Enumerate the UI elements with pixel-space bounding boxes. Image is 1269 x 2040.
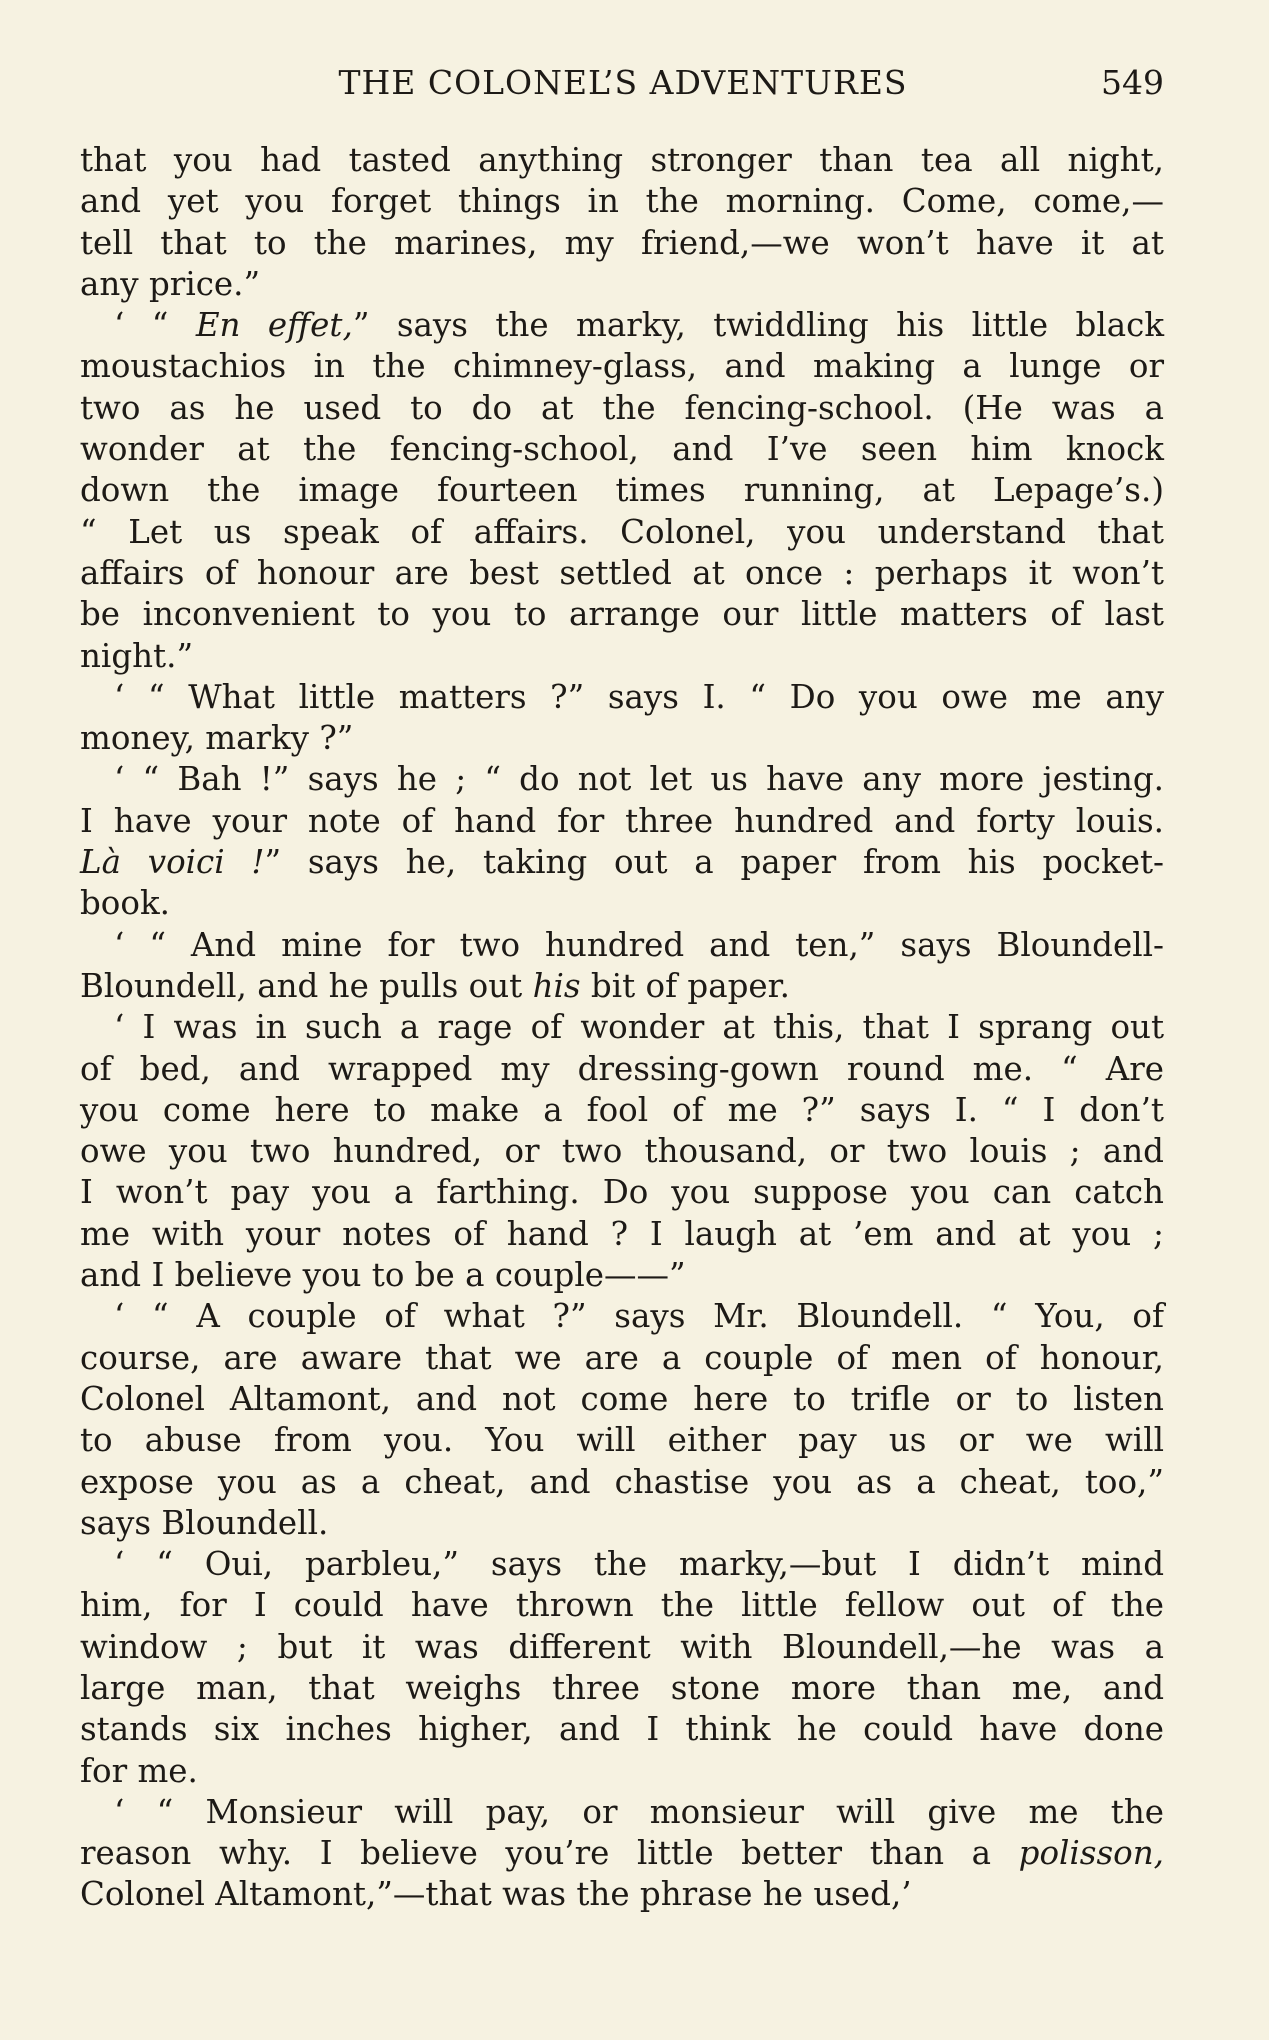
text-run: me with your notes of hand ? I laugh at ’em and at you ; <box>80 1214 1164 1253</box>
text-line <box>80 553 1164 594</box>
text-line <box>80 429 1164 470</box>
text-line <box>80 181 1164 222</box>
text-run: any price.” <box>80 264 261 303</box>
text-run: large man, that weighs three stone more than me, and <box>80 1668 1164 1707</box>
text-line <box>80 1585 1164 1626</box>
paragraph <box>80 1544 1164 1792</box>
text-run: Bloundell, and he pulls out <box>80 966 533 1005</box>
text-run: affairs of honour are best settled at once : perhaps it won’t <box>80 553 1164 592</box>
text-line <box>80 1172 1164 1213</box>
italic-run: En effet, <box>195 306 353 345</box>
text-run: wonder at the fencing-school, and I’ve seen him knock <box>80 430 1164 469</box>
text-line <box>80 1296 1164 1337</box>
text-run: ‘ “ A couple of what ?” says Mr. Bloundell. “ You, of <box>114 1297 1164 1336</box>
text-run: that you had tasted anything stronger than tea all night, <box>80 141 1164 179</box>
text-line <box>80 1462 1164 1503</box>
text-run: of bed, and wrapped my dressing-gown round me. “ Are <box>80 1049 1164 1088</box>
text-run: ‘ “ And mine for two hundred and ten,” says Bloundell- <box>114 925 1164 964</box>
italic-run: Là voici ! <box>80 843 265 882</box>
text-run: money, marky ?” <box>80 719 354 758</box>
text-run: be inconvenient to you to arrange our little matters of last <box>80 595 1164 634</box>
text-line <box>80 1544 1164 1585</box>
text-line <box>80 264 1164 305</box>
text-line <box>80 470 1164 511</box>
text-run: stands six inches higher, and I think he could have done <box>80 1710 1164 1749</box>
text-run: ” says the marky, twiddling his little black <box>352 306 1165 345</box>
text-run: tell that to the marines, my friend,—we won’t have it at <box>80 223 1164 262</box>
text-line <box>80 677 1164 718</box>
text-run: says Bloundell. <box>80 1503 329 1542</box>
text-run: and I believe you to be a couple——” <box>80 1256 686 1295</box>
text-line <box>80 512 1164 553</box>
text-line <box>80 1007 1164 1048</box>
paragraph <box>80 140 1164 305</box>
text-run: window ; but it was different with Bloundell,—he was a <box>80 1627 1164 1666</box>
italic-run: his <box>532 966 581 1005</box>
text-run: I have your note of hand for three hundred and forty louis. <box>80 801 1164 840</box>
text-line <box>80 718 1164 759</box>
paragraph <box>80 759 1164 924</box>
text-line <box>80 1709 1164 1750</box>
text-run: Colonel Altamont,”—that was the phrase he used,’ <box>80 1875 912 1914</box>
text-run: expose you as a cheat, and chastise you as a cheat, too,” <box>80 1462 1164 1501</box>
text-run: bit of paper. <box>580 966 790 1005</box>
text-run: and yet you forget things in the morning. Come, come,— <box>80 182 1164 221</box>
text-line <box>80 966 1164 1007</box>
text-run: ‘ “ Bah !” says he ; “ do not let us have any more jesting. <box>114 760 1164 799</box>
text-run: ‘ “ Oui, parbleu,” says the marky,—but I didn’t mind <box>114 1545 1164 1584</box>
text-run: ‘ “ Monsieur will pay, or monsieur will give me the <box>114 1792 1164 1831</box>
text-run: to abuse from you. You will either pay us or we will <box>80 1421 1164 1460</box>
text-line <box>80 140 1164 181</box>
paragraph <box>80 1792 1164 1916</box>
paragraph <box>80 1296 1164 1544</box>
text-line <box>80 1379 1164 1420</box>
text-line <box>80 1420 1164 1461</box>
text-run: ‘ “ What little matters ?” says I. “ Do you owe me any <box>114 677 1164 716</box>
text-run: I won’t pay you a farthing. Do you suppose you can catch <box>80 1173 1164 1212</box>
text-line <box>80 1131 1164 1172</box>
text-run: “ Let us speak of affairs. Colonel, you understand that <box>80 512 1164 551</box>
text-run: Colonel Altamont, and not come here to trifle or to listen <box>80 1379 1164 1418</box>
text-line <box>80 388 1164 429</box>
text-line <box>80 801 1164 842</box>
text-line <box>80 1627 1164 1668</box>
text-run: course, are aware that we are a couple of men of honour, <box>80 1338 1164 1377</box>
running-head <box>82 58 1164 108</box>
text-line <box>80 759 1164 800</box>
page-number: 549 <box>1101 63 1164 102</box>
text-run: owe you two hundred, or two thousand, or two louis ; and <box>80 1132 1164 1171</box>
text-run: down the image fourteen times running, at Lepage’s.) <box>80 471 1164 510</box>
text-line <box>80 1874 1164 1915</box>
text-line <box>80 1090 1164 1131</box>
text-run: night.” <box>80 636 194 675</box>
text-run: you come here to make a fool of me ?” says I. “ I don’t <box>80 1090 1164 1129</box>
body-text <box>80 140 1164 1916</box>
running-title: THE COLONEL’S ADVENTURES <box>338 63 908 102</box>
text-line <box>80 346 1164 387</box>
text-line <box>80 223 1164 264</box>
paragraph <box>80 305 1164 677</box>
paragraph <box>80 1007 1164 1296</box>
text-line <box>80 636 1164 677</box>
text-line <box>80 1338 1164 1379</box>
text-line <box>80 1214 1164 1255</box>
paragraph <box>80 677 1164 760</box>
text-line <box>80 305 1164 346</box>
text-line <box>80 1833 1164 1874</box>
text-line <box>80 1503 1164 1544</box>
italic-run: polisson, <box>1018 1834 1164 1873</box>
text-run: him, for I could have thrown the little fellow out of the <box>80 1586 1164 1625</box>
text-run: ‘ I was in such a rage of wonder at this, that I sprang out <box>114 1008 1164 1047</box>
paragraph <box>80 925 1164 1008</box>
text-line <box>80 1792 1164 1833</box>
text-line <box>80 1751 1164 1792</box>
text-run: book. <box>80 884 170 923</box>
text-run: moustachios in the chimney-glass, and making a lunge or <box>80 347 1164 386</box>
text-run: for me. <box>80 1751 198 1790</box>
text-line <box>80 883 1164 924</box>
text-line <box>80 1255 1164 1296</box>
text-run: ” says he, taking out a paper from his pocket- <box>264 843 1164 882</box>
text-line <box>80 1668 1164 1709</box>
text-line <box>80 925 1164 966</box>
text-run: two as he used to do at the fencing-school. (He was a <box>80 388 1164 427</box>
text-run: reason why. I believe you’re little better than a <box>80 1834 1019 1873</box>
text-run: ‘ “ <box>114 306 196 345</box>
text-line <box>80 594 1164 635</box>
text-line <box>80 842 1164 883</box>
text-line <box>80 1049 1164 1090</box>
